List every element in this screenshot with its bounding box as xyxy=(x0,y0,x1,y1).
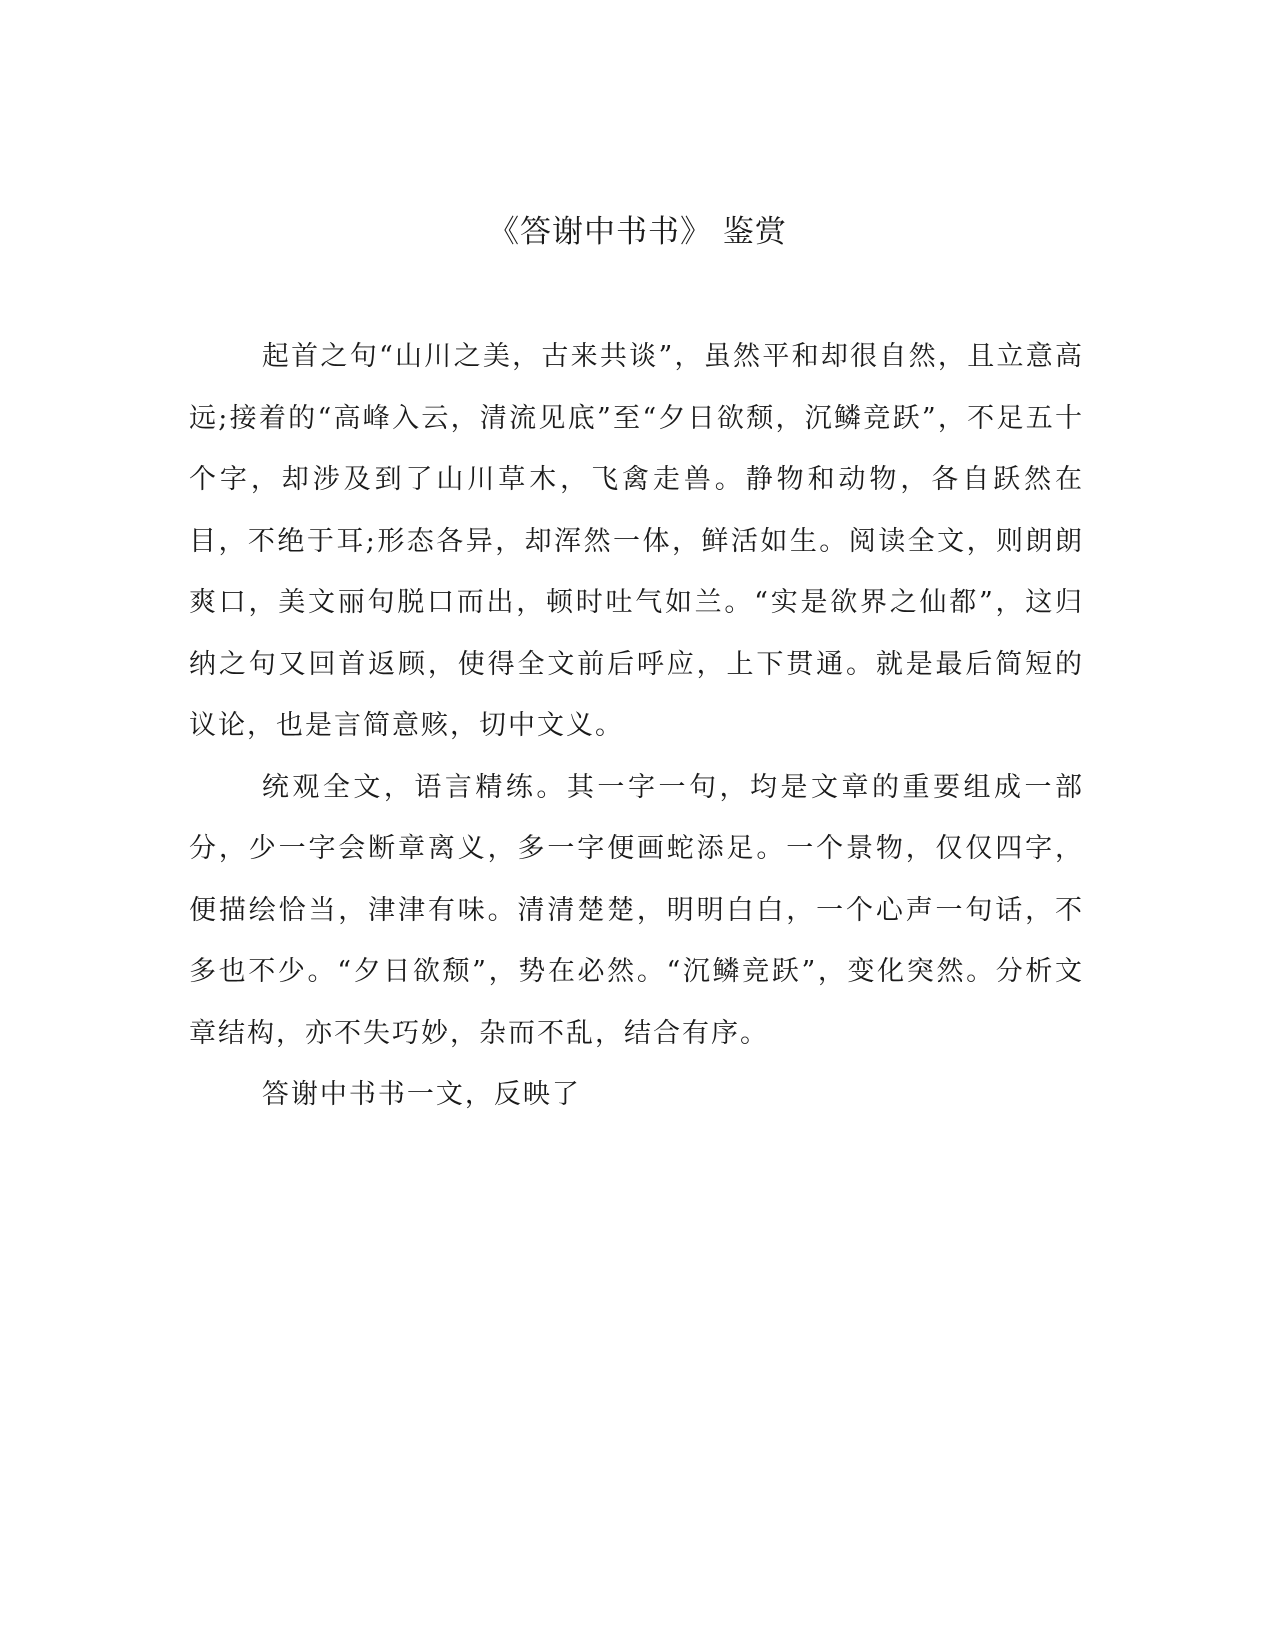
paragraph-3: 答谢中书书一文，反映了 xyxy=(261,1079,581,1110)
paragraph-1: 起首之句“山川之美，古来共谈”，虽然平和却很自然，且立意高远;接着的“高峰入云，清流见底”至“夕日欲颓，沉鳞竞跃”，不足五十个字，却涉及到了山川草木，飞禽走兽。静物和动物，各自跃然在目，不绝于耳;形态各异，却浑然一体，鲜活如生。阅读全文，则朗朗爽口，美文丽句脱口而出，顿时吐气如兰。“实是欲界之仙都”，这归纳之句又回首返顾，使得全文前后呼应，上下贯通。就是最后简短的议论，也是言简意赅，切中文义。 xyxy=(189,341,1084,741)
document-title: 《答谢中书书》 鉴赏 xyxy=(488,214,787,250)
document-body xyxy=(189,326,1084,1126)
paragraph-2: 统观全文，语言精练。其一字一句，均是文章的重要组成一部分，少一字会断章离义，多一字便画蛇添足。一个景物，仅仅四字，便描绘恰当，津津有味。清清楚楚，明明白白，一个心声一句话，不多也不少。“夕日欲颓”，势在必然。“沉鳞竞跃”，变化突然。分析文章结构，亦不失巧妙，杂而不乱，结合有序。 xyxy=(189,771,1084,1049)
